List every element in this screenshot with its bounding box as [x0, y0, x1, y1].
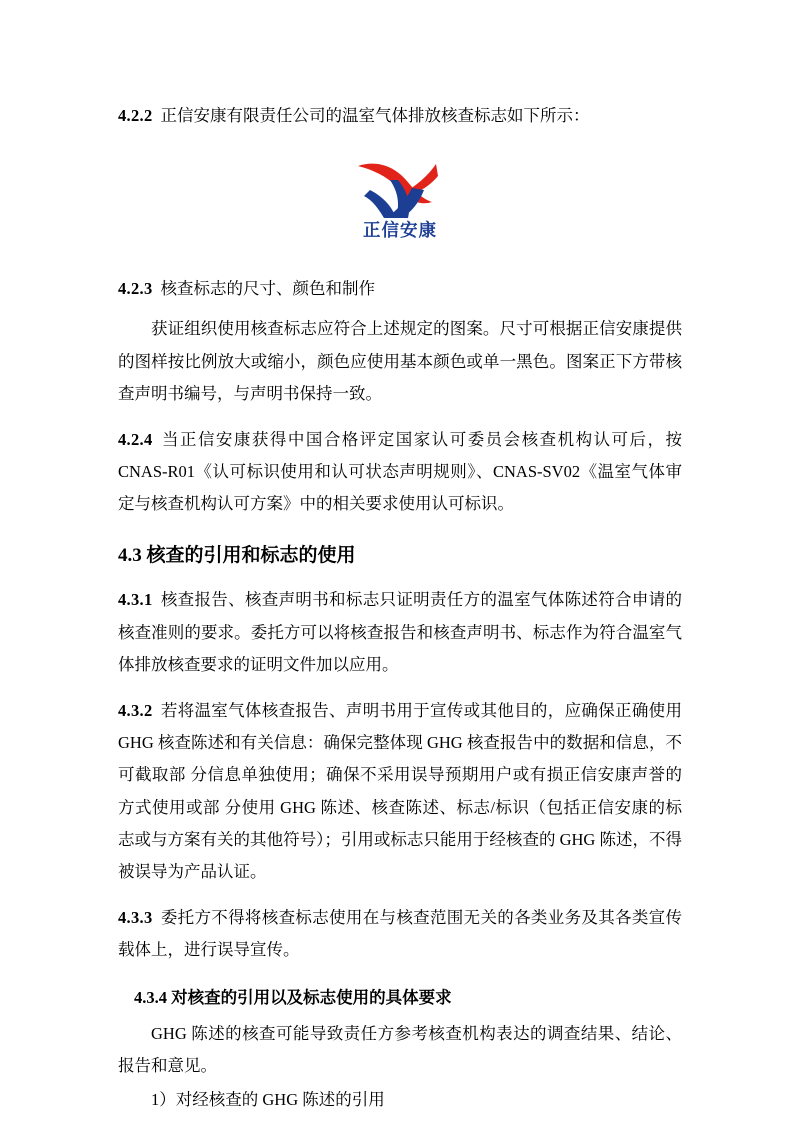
section-4-2-4 [118, 424, 682, 521]
zhengxin-ankang-logo [340, 150, 460, 242]
section-text-4-2-2: 正信安康有限责任公司的温室气体排放核查标志如下所示： [160, 106, 590, 125]
section-4-3-2 [118, 695, 682, 888]
section-4-3-3 [118, 902, 682, 966]
section-number-4-3-2: 4.3.2 [118, 700, 153, 720]
list-item-1: 1）对经核查的 GHG 陈述的引用 [151, 1090, 385, 1110]
section-text-4-3-1: 核查报告、核查声明书和标志只证明责任方的温室气体陈述符合申请的核查准则的要求。委托方可以将核查报告和核查声明书、标志作为符合温室气体排放核查要求的证明文件加以应用。 [118, 590, 682, 674]
section-number-4-2-3: 4.2.3 [118, 279, 153, 299]
subheading-4-3-4: 4.3.4 对核查的引用以及标志使用的具体要求 [134, 988, 452, 1008]
paragraph-4-3-4-body: GHG 陈述的核查可能导致责任方参考核查机构表达的调查结果、结论、报告和意见。 [118, 1023, 682, 1075]
section-number-4-2-2: 4.2.2 [118, 106, 153, 125]
section-text-4-2-3: 核查标志的尺寸、颜色和制作 [160, 279, 375, 299]
section-number-4-3-1: 4.3.1 [118, 590, 153, 610]
section-4-2-3-body: 获证组织使用核查标志应符合上述规定的图案。尺寸可根据正信安康提供的图样按比例放大或缩小，颜色应使用基本颜色或单一黑色。图案正下方带核查声明书编号，与声明书保持一致。 [118, 319, 682, 403]
section-4-3-1 [118, 584, 682, 681]
heading-4-3: 4.3 核查的引用和标志的使用 [118, 545, 356, 567]
section-4-2-3 [118, 273, 682, 305]
section-text-4-2-4: 当正信安康获得中国合格评定国家认可委员会核查机构认可后，按 CNAS-R01《认可标识使用和认可状态声明规则》、CNAS-SV02《温室气体审定与核查机构认可方案》中的相关要求使用认可标识。 [118, 429, 682, 514]
logo-block [118, 150, 682, 247]
section-number-4-2-4: 4.2.4 [118, 429, 153, 449]
section-text-4-3-3: 委托方不得将核查标志使用在与核查范围无关的各类业务及其各类宣传载体上，进行误导宣传。 [118, 908, 682, 960]
section-number-4-3-3: 4.3.3 [118, 908, 153, 928]
logo-brand-text: 正信安康 [363, 220, 437, 241]
section-text-4-3-2: 若将温室气体核查报告、声明书用于宣传或其他目的，应确保正确使用 GHG 核查陈述和有关信息：确保完整体现 GHG 核查报告中的数据和信息，不可截取部 分信息单独使用；确保不采用误导预期用户或有损正信安康声誉的方式使用或部 分使用 GHG 陈述、核查陈述、标志/标识（包括正信安康的标志或与方案有关的其他符号）；引用或标志只能用于经核查的 GHG 陈述，不得被误导为产品认证。 [118, 700, 682, 881]
section-4-2-2 [118, 100, 682, 132]
